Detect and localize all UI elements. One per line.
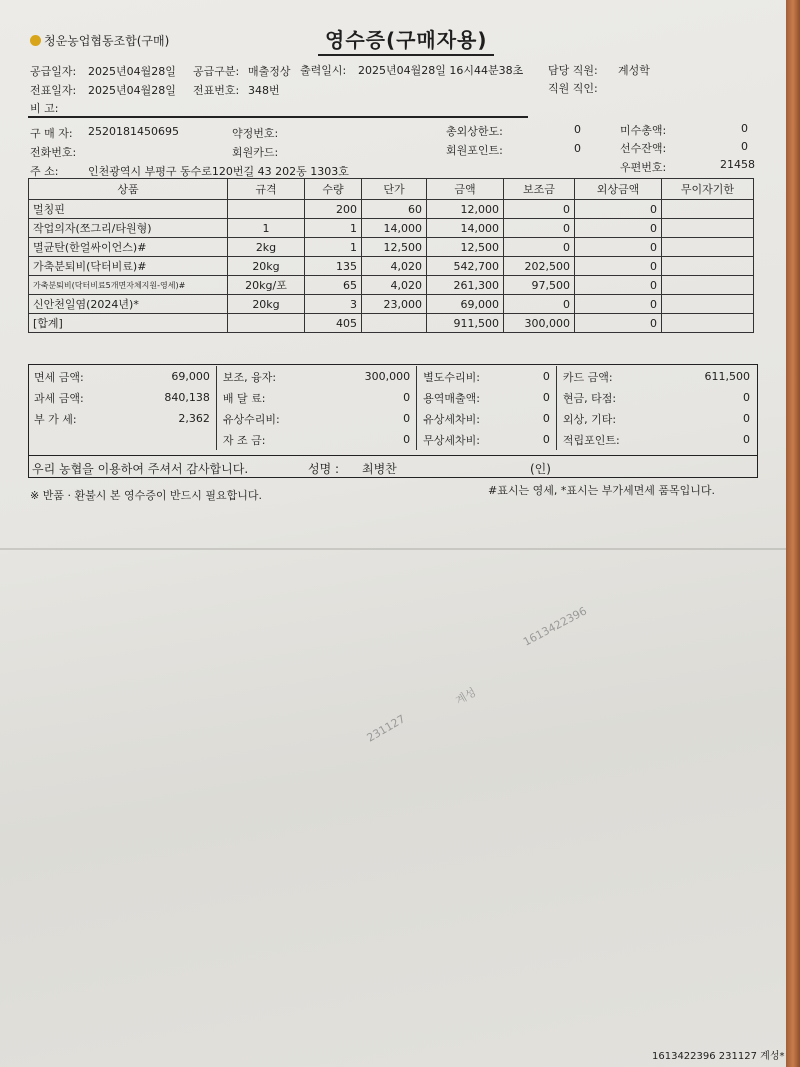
buyer-label: 구 매 자: [30, 127, 73, 140]
print-time: 2025년04월28일 16시44분38초 [358, 64, 524, 77]
item-term [662, 200, 754, 219]
summary-value: 0 [526, 366, 557, 387]
item-price: 4,020 [362, 257, 427, 276]
summary-label: 별도수리비: [423, 370, 480, 384]
signer-label: 성명 : [308, 462, 340, 476]
prepaid: 0 [741, 140, 748, 153]
member-card-label: 회원카드: [232, 146, 279, 159]
item-name: 멸균탄(한얼싸이언스)# [29, 238, 228, 257]
stamp-name: 계성 [453, 685, 479, 708]
item-qty: 135 [305, 257, 362, 276]
member-points-label: 회원포인트: [446, 144, 503, 157]
item-qty: 3 [305, 295, 362, 314]
summary-rule [28, 455, 758, 456]
summary-label [28, 429, 125, 450]
slip-date: 2025년04월28일 [88, 84, 176, 97]
summary-row [28, 366, 756, 387]
total-row [29, 314, 754, 333]
item-spec: 1 [228, 219, 305, 238]
summary-value: 840,138 [125, 387, 216, 408]
item-qty: 1 [305, 219, 362, 238]
summary-row [28, 408, 756, 429]
staff-seal-label: 직원 직인: [548, 82, 598, 95]
summary-value [125, 429, 216, 450]
item-term [662, 257, 754, 276]
col-header: 금액 [427, 179, 504, 200]
manager-label: 담당 직원: [548, 64, 598, 77]
slip-date-label: 전표일자: [30, 84, 77, 97]
summary-value: 2,362 [125, 408, 216, 429]
table-row [29, 219, 754, 238]
summary-value: 0 [743, 433, 750, 446]
item-name: 작업의자(쪼그리/타원형) [29, 219, 228, 238]
summary-label: 외상, 기타: [562, 412, 617, 426]
footer-code: 1613422396 231127 계성* [652, 1051, 785, 1062]
item-credit: 0 [575, 238, 662, 257]
summary-label: 보조, 융자: [222, 370, 277, 384]
summary-label: 용역매출액: [423, 391, 480, 405]
unpaid-label: 미수총액: [620, 124, 667, 137]
item-term [662, 295, 754, 314]
org-name [30, 32, 169, 49]
item-price: 23,000 [362, 295, 427, 314]
summary-label: 배 달 료: [222, 391, 266, 405]
total-credit: 0 [575, 314, 662, 333]
total-price [362, 314, 427, 333]
nh-logo-icon [30, 35, 41, 46]
summary-label: 자 조 금: [222, 433, 266, 447]
col-header: 보조금 [504, 179, 575, 200]
table-row [29, 200, 754, 219]
summary-value: 69,000 [125, 366, 216, 387]
summary-value: 0 [325, 429, 416, 450]
summary-value: 611,500 [704, 370, 750, 383]
item-subsidy: 0 [504, 238, 575, 257]
address: 인천광역시 부평구 동수로120번길 43 202동 1303호 [88, 165, 349, 178]
item-term [662, 238, 754, 257]
item-credit: 0 [575, 295, 662, 314]
summary-value: 0 [325, 387, 416, 408]
items-header-row [29, 179, 754, 200]
postal-code: 21458 [720, 158, 755, 171]
item-credit: 0 [575, 200, 662, 219]
signer-name: 최병찬 [362, 462, 397, 476]
item-spec: 20kg/포 [228, 276, 305, 295]
table-row [29, 238, 754, 257]
item-price: 60 [362, 200, 427, 219]
summary-value: 0 [526, 387, 557, 408]
item-amount: 69,000 [427, 295, 504, 314]
summary-table [28, 366, 756, 450]
total-amount: 911,500 [427, 314, 504, 333]
total-subsidy: 300,000 [504, 314, 575, 333]
item-price: 14,000 [362, 219, 427, 238]
stamp-date: 231127 [364, 712, 408, 745]
slip-no: 348번 [248, 84, 280, 97]
summary-value: 0 [743, 391, 750, 404]
buyer-no: 2520181450695 [88, 125, 179, 138]
items-table [28, 178, 754, 333]
total-label: [합계] [29, 314, 228, 333]
summary-label: 유상수리비: [222, 412, 280, 426]
header-rule [28, 116, 528, 118]
item-credit: 0 [575, 257, 662, 276]
supply-date-label: 공급일자: [30, 65, 77, 78]
col-header: 외상금액 [575, 179, 662, 200]
col-header: 수량 [305, 179, 362, 200]
item-spec [228, 200, 305, 219]
item-amount: 542,700 [427, 257, 504, 276]
total-qty: 405 [305, 314, 362, 333]
col-header: 규격 [228, 179, 305, 200]
contract-label: 약정번호: [232, 127, 279, 140]
refund-note: ※ 반품 · 환불시 본 영수증이 반드시 필요합니다. [30, 489, 262, 502]
item-spec: 20kg [228, 257, 305, 276]
summary-value: 0 [526, 429, 557, 450]
manager: 계성학 [618, 64, 650, 77]
receipt-title: 영수증(구매자용) [325, 28, 488, 52]
remark-label: 비 고: [30, 102, 59, 115]
stamp-id: 1613422396 [521, 604, 589, 649]
table-row [29, 257, 754, 276]
item-term [662, 276, 754, 295]
item-qty: 65 [305, 276, 362, 295]
item-amount: 12,000 [427, 200, 504, 219]
supply-type: 매출정상 [248, 65, 291, 78]
col-header: 무이자기한 [662, 179, 754, 200]
summary-value: 0 [325, 408, 416, 429]
item-spec: 20kg [228, 295, 305, 314]
phone-label: 전화번호: [30, 146, 77, 159]
summary-value: 0 [743, 412, 750, 425]
supply-type-label: 공급구분: [193, 65, 240, 78]
legend-note: #표시는 영세, *표시는 부가세면세 품목입니다. [488, 484, 715, 497]
item-subsidy: 97,500 [504, 276, 575, 295]
summary-label: 카드 금액: [562, 370, 613, 384]
item-name: 가축분퇴비(닥터비료5개면자체지원-영세)# [29, 276, 228, 295]
summary-label: 현금, 타점: [562, 391, 617, 405]
summary-row [28, 387, 756, 408]
summary-label: 유상세차비: [423, 412, 480, 426]
summary-label: 적립포인트: [562, 433, 620, 447]
prepaid-label: 선수잔액: [620, 142, 667, 155]
table-row [29, 276, 754, 295]
summary-value: 0 [526, 408, 557, 429]
col-header: 단가 [362, 179, 427, 200]
table-row [29, 295, 754, 314]
item-price: 12,500 [362, 238, 427, 257]
item-price: 4,020 [362, 276, 427, 295]
item-credit: 0 [575, 276, 662, 295]
summary-label: 과세 금액: [34, 391, 84, 405]
postal-label: 우편번호: [620, 161, 667, 174]
item-amount: 14,000 [427, 219, 504, 238]
wood-edge [786, 0, 800, 1067]
item-credit: 0 [575, 219, 662, 238]
item-name: 가축분퇴비(닥터비료)# [29, 257, 228, 276]
item-qty: 200 [305, 200, 362, 219]
total-spec [228, 314, 305, 333]
slip-no-label: 전표번호: [193, 84, 240, 97]
item-qty: 1 [305, 238, 362, 257]
thanks-message: 우리 농협을 이용하여 주셔서 감사합니다. [32, 462, 249, 476]
col-header: 상품 [29, 179, 228, 200]
summary-row [28, 429, 756, 450]
item-subsidy: 202,500 [504, 257, 575, 276]
summary-label: 부 가 세: [34, 412, 77, 426]
summary-label: 무상세차비: [423, 433, 480, 447]
credit-limit-label: 총외상한도: [446, 125, 503, 138]
supply-date: 2025년04월28일 [88, 65, 176, 78]
credit-limit: 0 [574, 123, 581, 136]
item-subsidy: 0 [504, 200, 575, 219]
item-amount: 261,300 [427, 276, 504, 295]
print-time-label: 출력일시: [300, 64, 347, 77]
item-subsidy: 0 [504, 219, 575, 238]
item-subsidy: 0 [504, 295, 575, 314]
item-amount: 12,500 [427, 238, 504, 257]
summary-label: 면세 금액: [34, 370, 84, 384]
unpaid: 0 [741, 122, 748, 135]
seal-mark: (인) [530, 462, 551, 476]
address-label: 주 소: [30, 165, 59, 178]
org-name-text: 청운농업협동조합(구매) [44, 34, 170, 48]
item-spec: 2kg [228, 238, 305, 257]
item-term [662, 219, 754, 238]
item-name: 신안천일염(2024년)* [29, 295, 228, 314]
item-name: 멀칭핀 [29, 200, 228, 219]
paper-fold [0, 548, 786, 550]
total-term [662, 314, 754, 333]
member-points: 0 [574, 142, 581, 155]
title-underline [318, 54, 494, 56]
summary-value: 300,000 [325, 366, 416, 387]
